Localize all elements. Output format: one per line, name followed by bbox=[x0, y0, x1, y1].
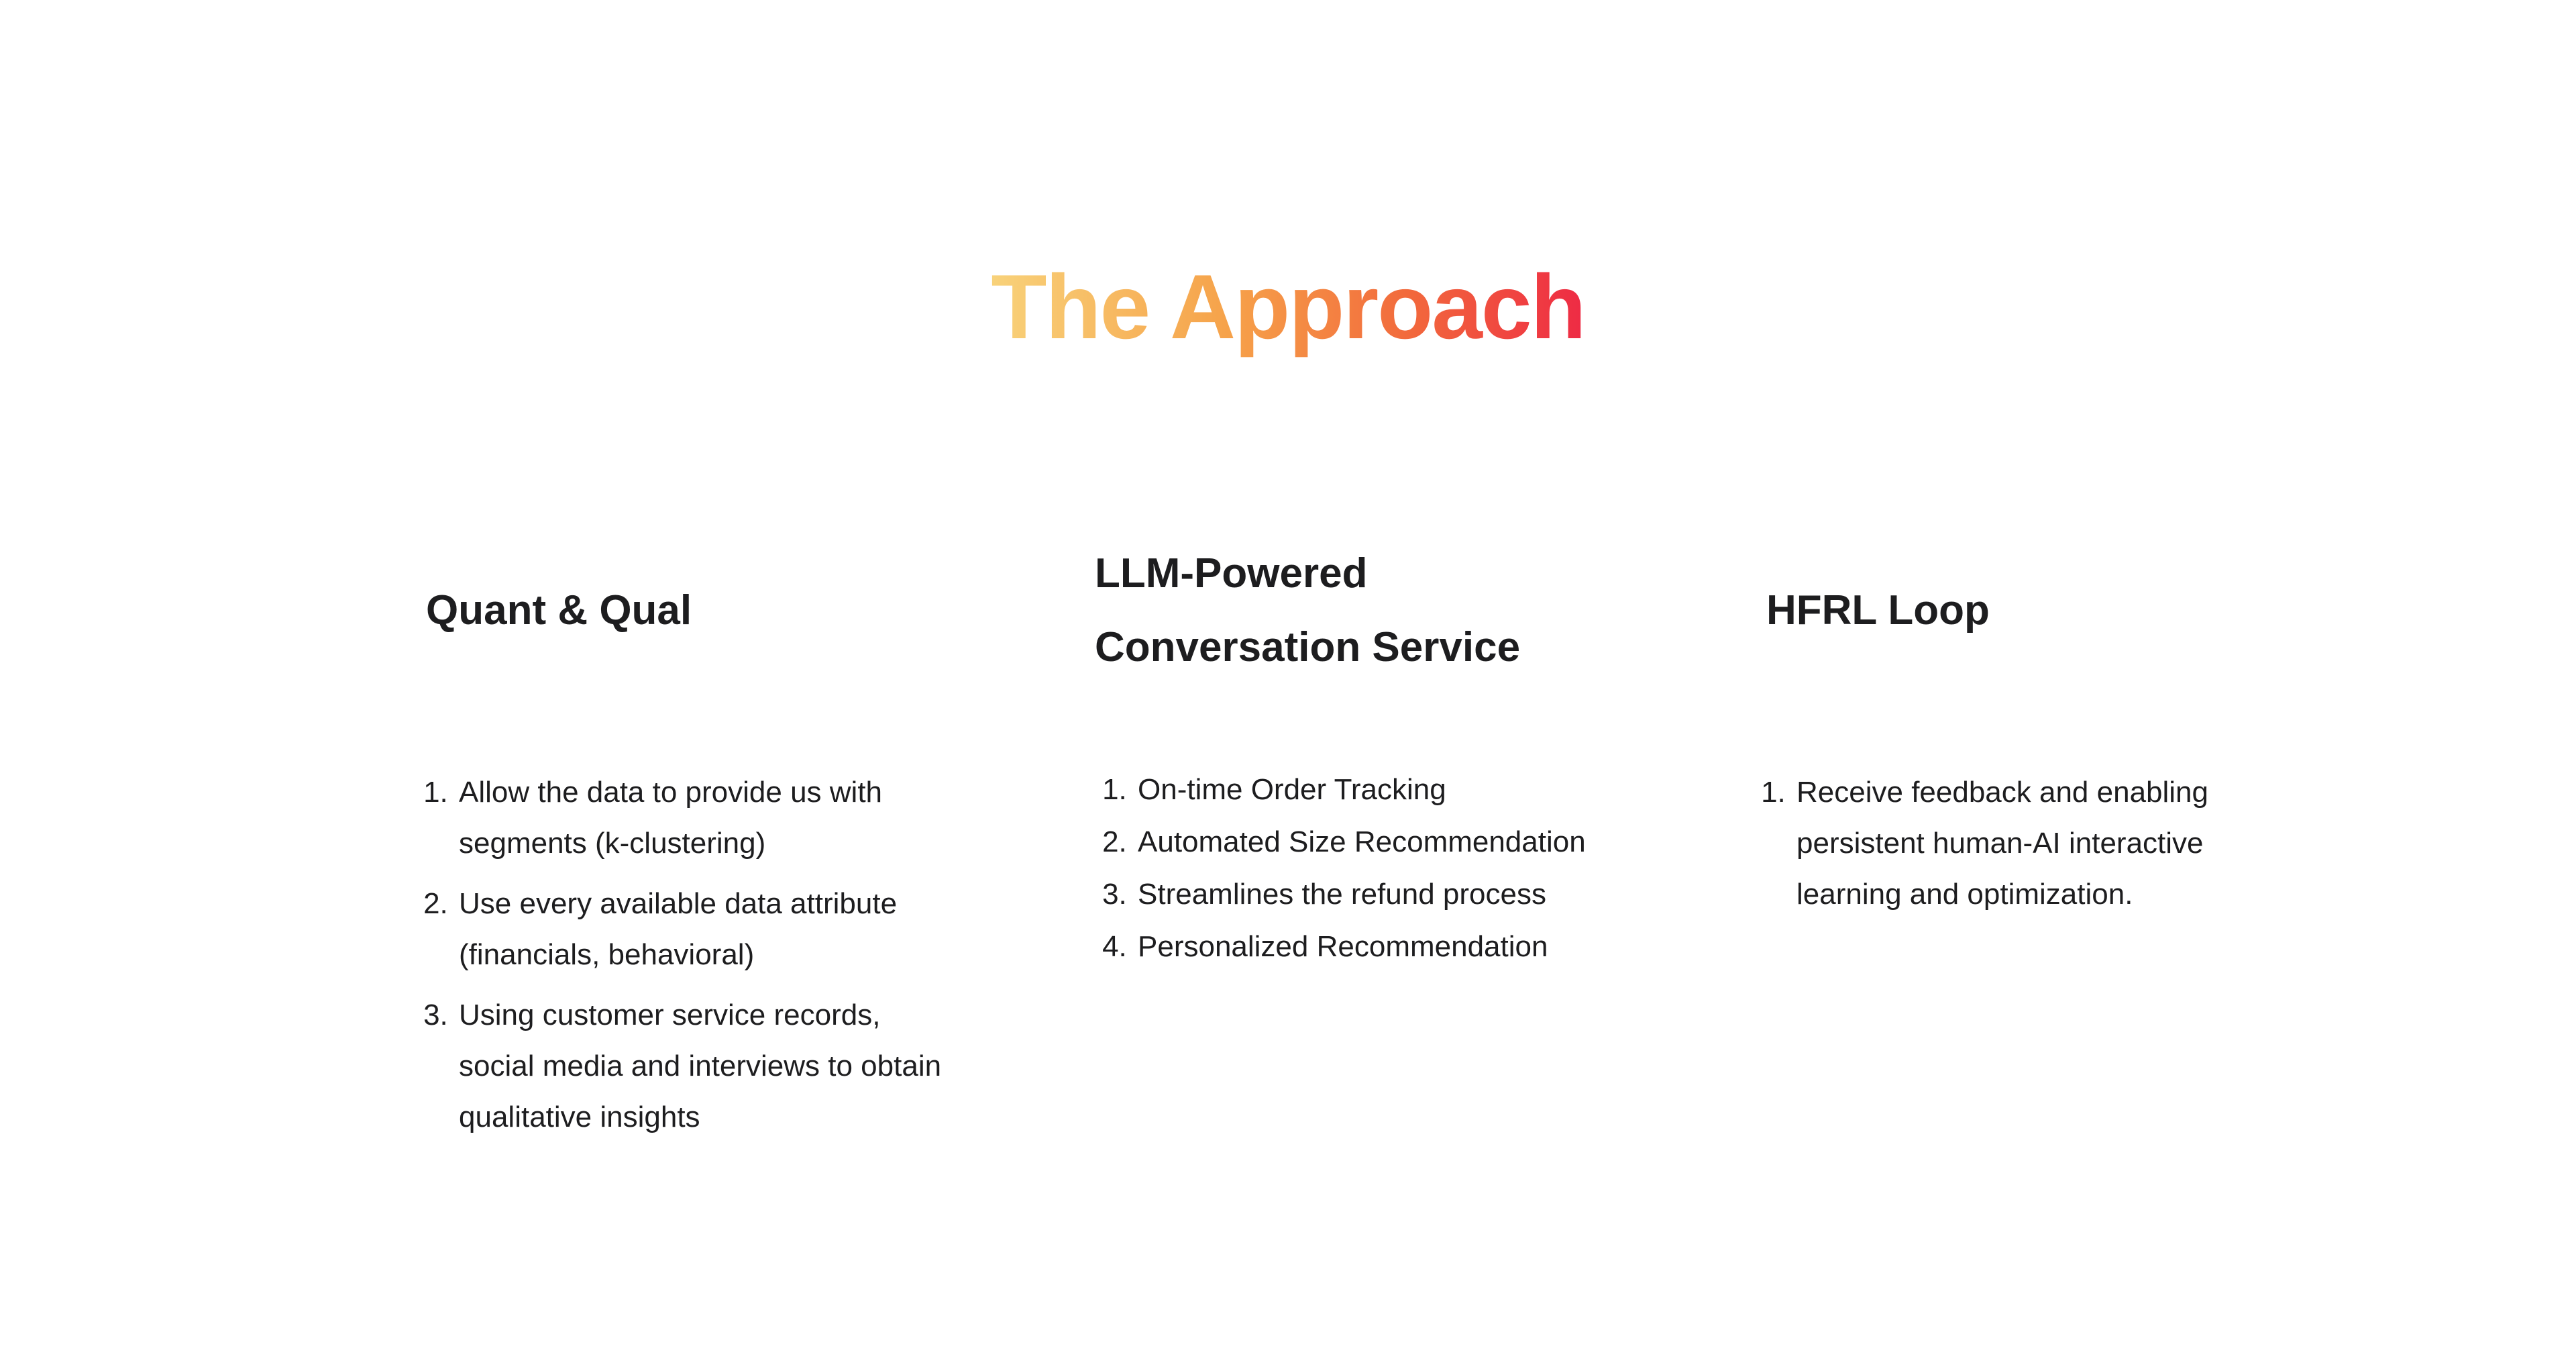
column-heading-quant-qual: Quant & Qual bbox=[426, 587, 692, 633]
list-item: 1. Receive feedback and enabling persistent human-AI interactive learning and optimization. bbox=[1794, 767, 2277, 920]
quant-qual-list bbox=[424, 767, 959, 1152]
list-item: 2. Use every available data attribute (financials, behavioral) bbox=[456, 878, 959, 980]
column-heading-line: Conversation Service bbox=[1095, 624, 1521, 670]
page-title bbox=[0, 250, 2576, 364]
column-heading-llm-service bbox=[1095, 537, 1520, 684]
list-item: 3. Streamlines the refund process bbox=[1135, 873, 1618, 916]
hfrl-loop-list bbox=[1762, 767, 2277, 929]
column-heading-line: LLM-Powered bbox=[1095, 550, 1368, 597]
list-item: 3. Using customer service records, social media and interviews to obtain qualitative insights bbox=[456, 990, 959, 1143]
list-item: 1. Allow the data to provide us with segments (k-clustering) bbox=[456, 767, 959, 869]
list-item: 1. On-time Order Tracking bbox=[1135, 768, 1618, 811]
list-item: 4. Personalized Recommendation bbox=[1135, 925, 1618, 968]
column-heading-hfrl-loop: HFRL Loop bbox=[1766, 587, 1990, 633]
page-title-text: The Approach bbox=[991, 256, 1585, 358]
llm-service-list bbox=[1103, 768, 1618, 978]
list-item: 2. Automated Size Recommendation bbox=[1135, 821, 1618, 864]
